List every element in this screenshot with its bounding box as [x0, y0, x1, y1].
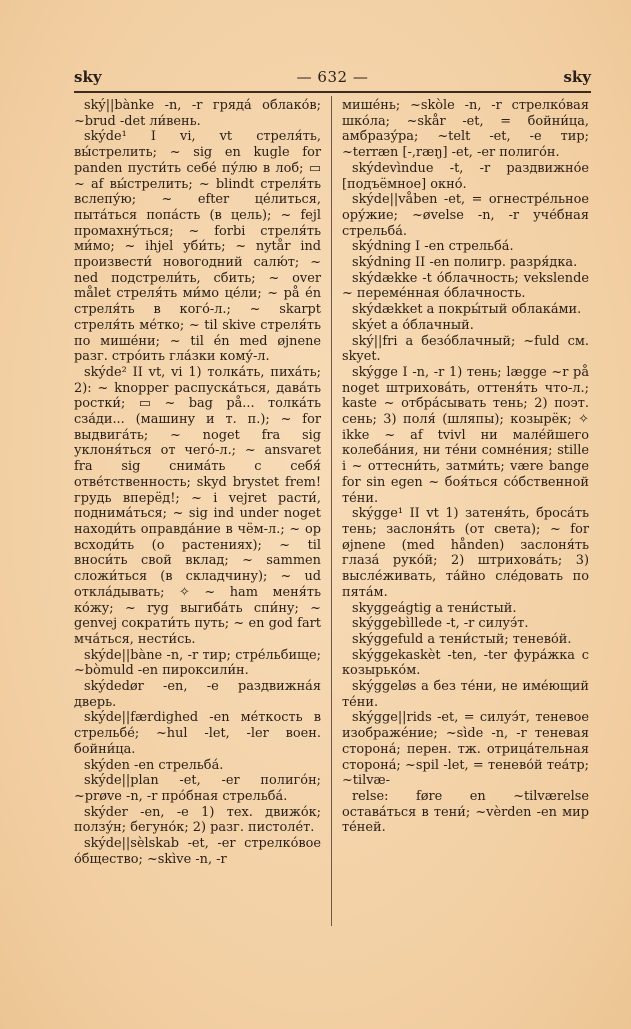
entry-text: мише́нь; ~skòle -n, -r стрелко́вая шко́ла; ~skår -et, = бойни́ца, амбразу́ра; ~telt -et, -e тир; ~terræn [-,ræŋ] -et, -er полиго́н.: [342, 98, 589, 161]
entry-text: ský||fri a безо́блачный; ~fuld см. skyet.: [342, 333, 589, 365]
entry-text: skýggekaskèt -ten, -ter фура́жка с козырько́м.: [342, 647, 589, 679]
entry-text: skýdevìndue -t, -r раздвижно́е [подъёмное] окно́.: [342, 160, 589, 192]
left-column: [74, 98, 321, 867]
entry-text: skýggefuld a тени́стый; тенево́й.: [352, 631, 572, 647]
entry-text: skýdedør -en, -e раздвижна́я дверь.: [74, 679, 321, 710]
entry-text: skýde||sèlskab -et, -er стрелко́вое о́бщество; ~skìve -n, -r: [74, 836, 321, 867]
entry-text: skýet a о́блачный.: [352, 317, 474, 333]
entry-text: skýde||færdighed -en ме́ткость в стрельбе́; ~hul -let, -ler воен. бойни́ца.: [74, 710, 321, 757]
entry-text: skýggebìllede -t, -r силуэ́т.: [352, 616, 529, 632]
entry-text: skýde||våben -et, = огнестре́льное ору́жие; ~øvelse -n, -r уче́бная стрельба́.: [342, 192, 589, 239]
entry-text: skýdække -t о́блачность; vekslende ~ переме́нная о́блачность.: [342, 270, 589, 302]
entry-text: skýgge¹ II vt 1) затеня́ть, броса́ть тень; заслоня́ть (от света); ~ for øjnene (med hånden) заслоня́ть глаза́ руко́й; 2) штрихова́ть; 3) высле́живать, та́йно сле́довать по пята́м.: [342, 506, 589, 600]
entry-text: skýder -en, -e 1) тех. движо́к; ползу́н; бегуно́к; 2) разг. пистоле́т.: [74, 804, 321, 836]
right-column: [342, 98, 589, 836]
entry-text: skýdning II -en полигр. разря́дка.: [352, 255, 578, 271]
entry-text: ský||bànke -n, -r гряда́ облако́в; ~brud -det ли́вень.: [74, 98, 321, 129]
page-number: — 632 —: [296, 68, 369, 86]
entry-text: skýden -en стрельба́.: [84, 757, 224, 773]
entry-text: skýde||bàne -n, -r тир; стре́льбище; ~bòmuld -en пироксили́н.: [74, 647, 321, 679]
entry-text: skýde² II vt, vi 1) толка́ть, пиха́ть; 2): ~ knopper распуска́ться, дава́ть ростки́; ▭ ~ bag på... толка́ть сза́ди... (машину и т. п.); ~ for выдвига́ть; ~ noget fra sig уклоня́ться от чего́-л.; ~ ansvaret fra sig снима́ть с себя́ отве́тственность; skyd brystet frem! грудь вперёд!; ~ i vejret расти́, поднима́ться; ~ sig ind under noget находи́ть оправда́ние в чём-л.; ~ op всходи́ть (о растениях); ~ til вноси́ть свой вклад; ~ sammen сложи́ться (в складчину); ~ ud откла́дывать; ✧ ~ ham меня́ть ко́жу; ~ ryg выгиба́ть спи́ну; ~ genvej сократи́ть путь; ~ en god fart мча́ться, нести́сь.: [74, 364, 321, 647]
entry-text: skýdning I -en стрельба́.: [352, 239, 514, 255]
entry-text: skýgge||rids -et, = силуэ́т, теневое изображе́ние; ~sìde -n, -r теневая сторона́; перен. тж. отрица́тельная сторона́; ~spil -let, = тенево́й теа́тр; ~tilvæ-: [342, 710, 589, 789]
column-divider: [331, 96, 332, 926]
left-running-head: sky: [74, 68, 102, 86]
entry-text: skýde¹ I vi, vt стреля́ть, вы́стрелить; ~ sig en kugle for panden пусти́ть себе́ пу́лю в лоб; ▭ ~ af вы́стрелить; ~ blindt стреля́ть вслепу́ю; ~ efter це́литься, пыта́ться попа́сть (в цель); ~ fejl промахну́ться; ~ forbi стреля́ть ми́мо; ~ ihjel уби́ть; ~ nytår ind произвести́ новогодний салю́т; ~ ned подстрели́ть, сбить; ~ over målet стреля́ть ми́мо це́ли; ~ på én стреля́ть в кого́-л.; ~ skarpt стреля́ть ме́тко; ~ til skive стреля́ть по мише́ни; ~ til én med øjnene разг. стро́ить гла́зки кому́-л.: [74, 129, 321, 365]
entry-text: skýde||plan -et, -er полиго́н; ~prøve -n, -r про́бная стрельба́.: [74, 773, 321, 804]
right-running-head: sky: [563, 68, 591, 86]
entry-text: skýgge I -n, -r 1) тень; lægge ~r på noget штрихова́ть, оттеня́ть что-л.; kaste ~ отбра́сывать тень; 2) поэт. сень; 3) поля́ (шляпы); козырёк; ✧ ikke ~ af tvivl ни мале́йшего колеба́ния, ни те́ни сомне́ния; stille i ~ оттесни́ть, затми́ть; være bange for sin egen ~ боя́ться со́бственной те́ни.: [342, 364, 589, 506]
page-header: [74, 66, 591, 88]
entry-text: relse: føre en ~tilværelse остава́ться в тени́; ~vèrden -en мир те́ней.: [342, 788, 589, 836]
entry-text: skýdækket a покры́тый облака́ми.: [352, 302, 582, 318]
header-rule: [74, 91, 591, 93]
entry-text: skýggeløs a без те́ни, не име́ющий те́ни.: [342, 679, 589, 710]
entry-text: skyggeágtig a тени́стый.: [352, 600, 517, 616]
